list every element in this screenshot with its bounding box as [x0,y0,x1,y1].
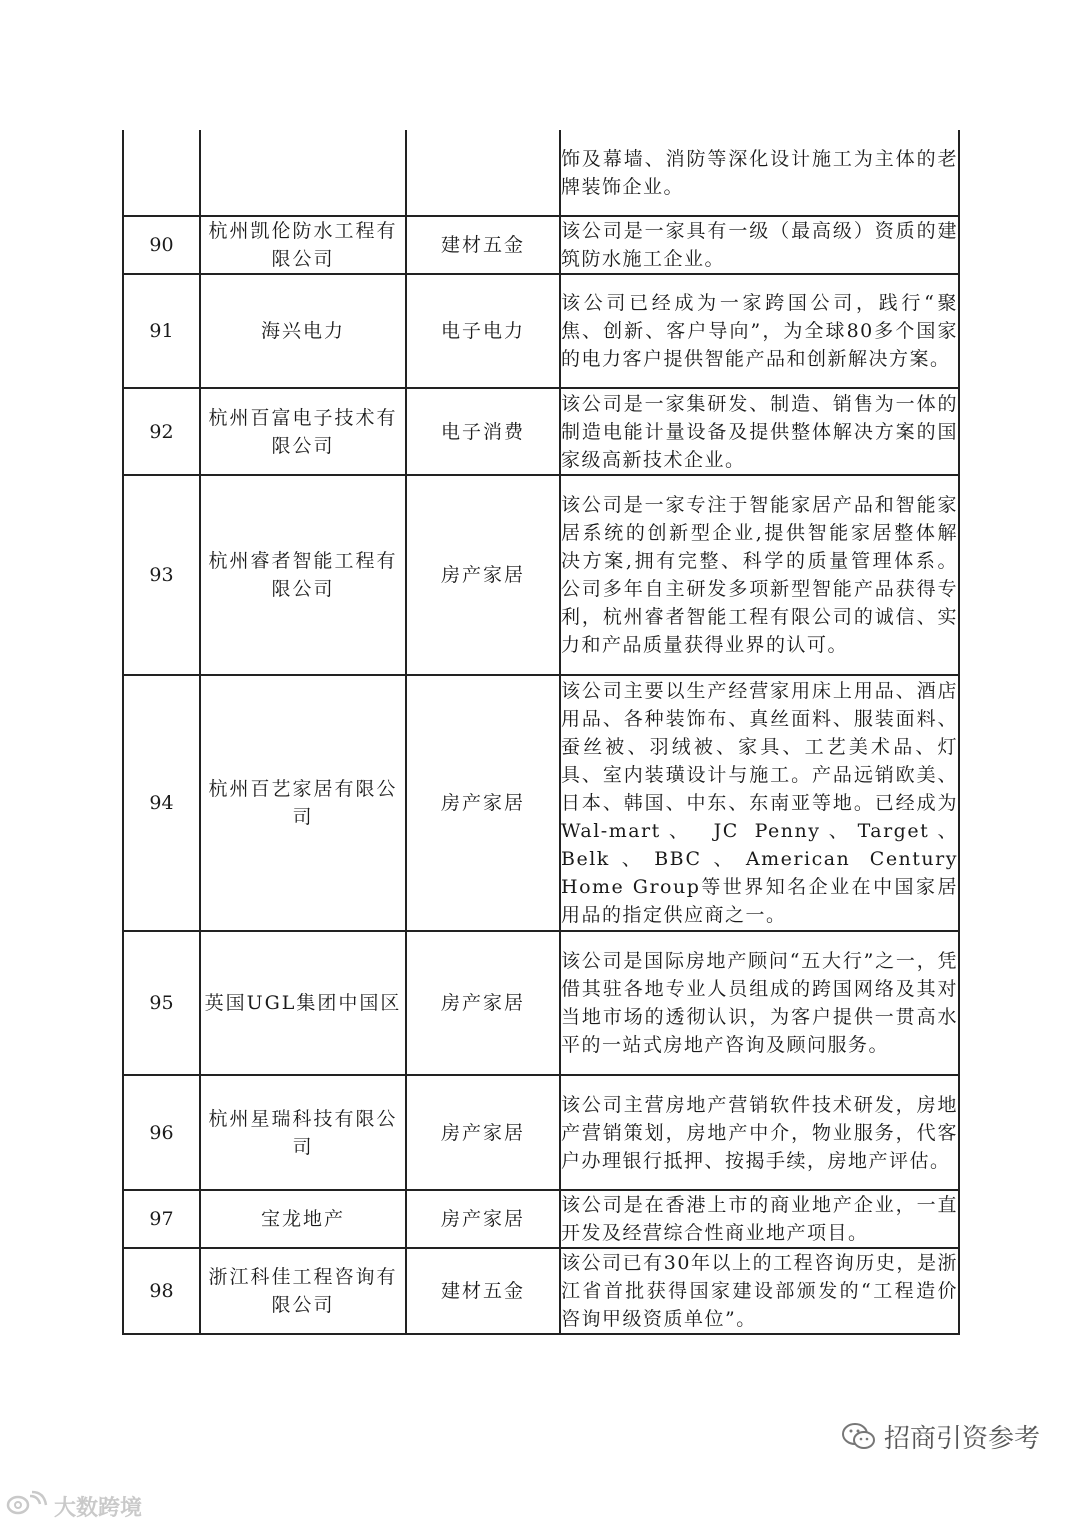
row-number: 91 [123,274,200,388]
site-watermark [6,1490,142,1522]
wechat-account-watermark [842,1418,1040,1455]
company-description: 该公司是国际房地产顾问“五大行”之一，凭借其驻各地专业人员组成的跨国网络及其对当地市场的透彻认识，为客户提供一贯高水平的一站式房地产咨询及顾问服务。 [560,931,959,1075]
weibo-logo-icon [6,1490,50,1522]
table-row [123,130,959,216]
industry: 电子电力 [406,274,560,388]
row-number: 92 [123,388,200,475]
company-name: 英国UGL集团中国区 [200,931,406,1075]
table-row [123,675,959,931]
company-description: 该公司是在香港上市的商业地产企业，一直开发及经营综合性商业地产项目。 [560,1190,959,1248]
company-name: 海兴电力 [200,274,406,388]
table-row [123,274,959,388]
table-row [123,1190,959,1248]
company-name: 浙江科佳工程咨询有限公司 [200,1248,406,1334]
row-number: 94 [123,675,200,931]
company-description: 该公司主要以生产经营家用床上用品、酒店用品、各种装饰布、真丝面料、服装面料、蚕丝被、羽绒被、家具、工艺美术品、灯具、室内装璜设计与施工。产品远销欧美、日本、韩国、中东、东南亚等地。已经成为Wal-mart、 JC Penny、Target、Belk、BBC、American Century Home Group等世界知名企业在中国家居用品的指定供应商之一。 [560,675,959,931]
row-number: 90 [123,216,200,274]
industry [406,130,560,216]
company-name: 杭州睿者智能工程有限公司 [200,475,406,675]
row-number: 93 [123,475,200,675]
wechat-icon [842,1422,876,1452]
company-description: 该公司是一家具有一级（最高级）资质的建筑防水施工企业。 [560,216,959,274]
row-number: 95 [123,931,200,1075]
industry: 建材五金 [406,216,560,274]
company-name: 杭州凯伦防水工程有限公司 [200,216,406,274]
company-table [122,130,960,1335]
table-row [123,475,959,675]
table-row [123,216,959,274]
industry: 电子消费 [406,388,560,475]
company-name: 杭州星瑞科技有限公司 [200,1075,406,1190]
table-row [123,1075,959,1190]
company-description: 该公司是一家专注于智能家居产品和智能家居系统的创新型企业,提供智能家居整体解决方案,拥有完整、科学的质量管理体系。公司多年自主研发多项新型智能产品获得专利，杭州睿者智能工程有限公司的诚信、实力和产品质量获得业界的认可。 [560,475,959,675]
site-watermark-text: 大数跨境 [54,1495,143,1521]
company-name: 宝龙地产 [200,1190,406,1248]
company-description: 饰及幕墙、消防等深化设计施工为主体的老牌装饰企业。 [560,130,959,216]
company-name [200,130,406,216]
company-description: 该公司已经成为一家跨国公司，践行“聚焦、创新、客户导向”，为全球80多个国家的电力客户提供智能产品和创新解决方案。 [560,274,959,388]
industry: 房产家居 [406,1190,560,1248]
row-number [123,130,200,216]
row-number: 96 [123,1075,200,1190]
industry: 建材五金 [406,1248,560,1334]
table-row [123,1248,959,1334]
industry: 房产家居 [406,675,560,931]
company-name: 杭州百富电子技术有限公司 [200,388,406,475]
table-row [123,388,959,475]
company-description: 该公司已有30年以上的工程咨询历史，是浙江省首批获得国家建设部颁发的“工程造价咨询甲级资质单位”。 [560,1248,959,1334]
industry: 房产家居 [406,475,560,675]
wechat-account-name: 招商引资参考 [884,1424,1041,1454]
company-description: 该公司是一家集研发、制造、销售为一体的制造电能计量设备及提供整体解决方案的国家级高新技术企业。 [560,388,959,475]
industry: 房产家居 [406,1075,560,1190]
table-row [123,931,959,1075]
industry: 房产家居 [406,931,560,1075]
row-number: 98 [123,1248,200,1334]
company-description: 该公司主营房地产营销软件技术研发，房地产营销策划，房地产中介，物业服务，代客户办理银行抵押、按揭手续，房地产评估。 [560,1075,959,1190]
row-number: 97 [123,1190,200,1248]
company-name: 杭州百艺家居有限公司 [200,675,406,931]
